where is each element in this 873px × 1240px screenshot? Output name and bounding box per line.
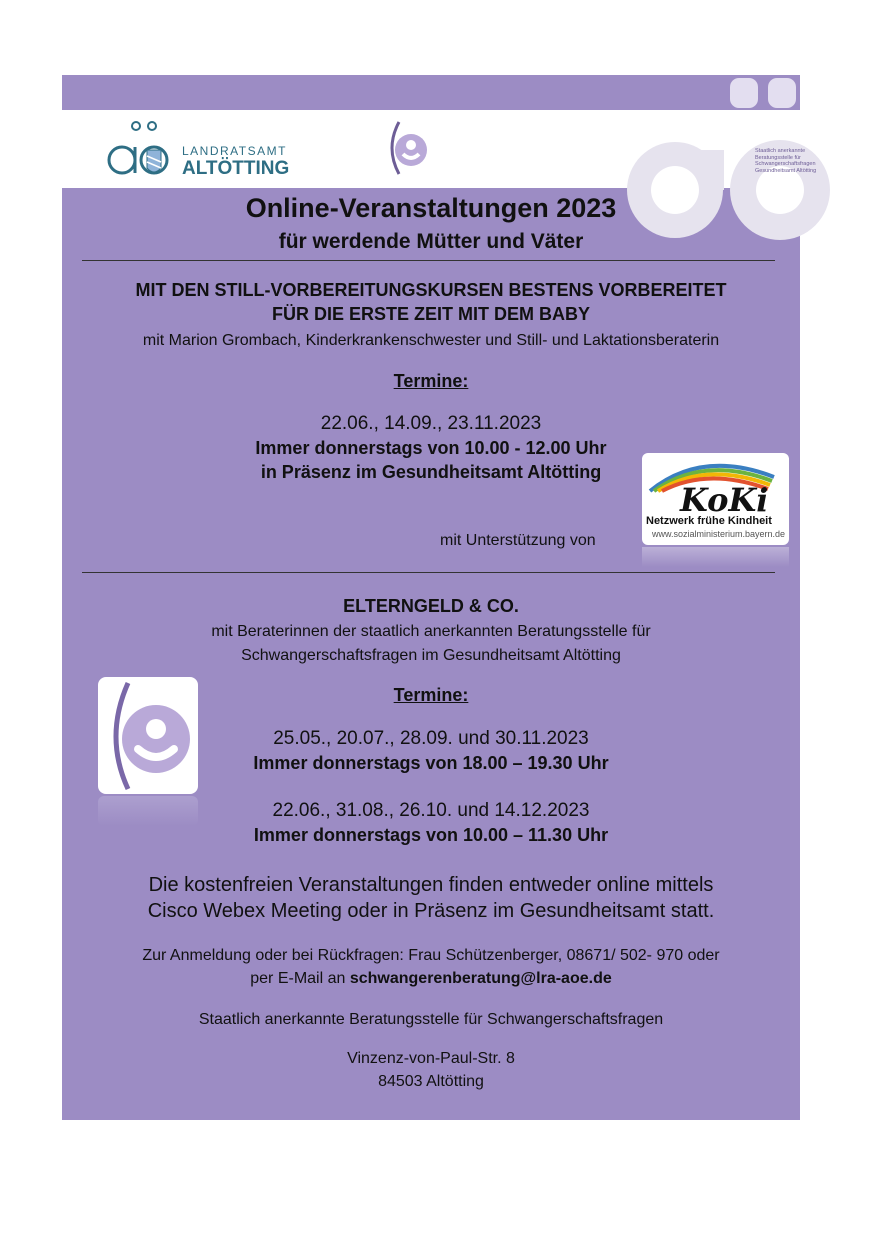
address-city: 84503 Altötting bbox=[378, 1073, 484, 1090]
logo-band bbox=[62, 110, 817, 188]
org-name: Staatlich anerkannte Beratungsstelle für Schwangerschaftsfragen bbox=[198, 1011, 664, 1028]
section2-time2: Immer donnerstags von 10.00 – 11.30 Uhr bbox=[253, 825, 609, 845]
koki-reflection bbox=[642, 547, 789, 567]
bsf-logo-text: Staatlich anerkannte Beratungsstelle für Schwangerschaftsfragen Gesundheitsamt Altötting bbox=[755, 148, 817, 174]
notice-line1: Die kostenfreien Veranstaltungen finden entweder online mittels bbox=[148, 874, 714, 896]
contact-line2 bbox=[62, 968, 800, 990]
koki-logo bbox=[642, 453, 789, 545]
landratsamt-logo bbox=[102, 120, 292, 182]
section2-termine-label: Termine: bbox=[393, 685, 469, 705]
section2-title: ELTERNGELD & CO. bbox=[343, 596, 519, 616]
section1-title-line1: MIT DEN STILL-VORBEREITUNGSKURSEN BESTENS VORBEREITET bbox=[135, 280, 727, 300]
contact-prefix: per E-Mail an bbox=[250, 970, 350, 987]
lra-line2: ALTÖTTING bbox=[182, 158, 290, 179]
koki-name: KoKi bbox=[680, 481, 769, 519]
section2-time1: Immer donnerstags von 18.00 – 19.30 Uhr bbox=[253, 753, 609, 773]
contact-line1: Zur Anmeldung oder bei Rückfragen: Frau Schützenberger, 08671/ 502- 970 oder bbox=[142, 947, 720, 964]
section1-dates: 22.06., 14.09., 23.11.2023 bbox=[320, 413, 542, 434]
koki-url: www.sozialministerium.bayern.de bbox=[652, 529, 786, 539]
flyer bbox=[62, 75, 817, 1120]
section2-sub-line1: mit Beraterinnen der staatlich anerkannten Beratungsstelle für bbox=[211, 623, 651, 640]
lra-line1: LANDRATSAMT bbox=[182, 144, 287, 158]
divider bbox=[82, 572, 775, 573]
beratungsstelle-logo bbox=[385, 118, 817, 178]
section1-termine-label: Termine: bbox=[393, 371, 469, 391]
section1-location: in Präsenz im Gesundheitsamt Altötting bbox=[260, 462, 602, 482]
ao-dots-icon bbox=[62, 75, 800, 110]
notice-line2: Cisco Webex Meeting oder in Präsenz im Gesundheitsamt statt. bbox=[147, 900, 715, 922]
contact-email[interactable]: schwangerenberatung@lra-aoe.de bbox=[349, 970, 612, 987]
page-subtitle: für werdende Mütter und Väter bbox=[278, 230, 584, 253]
section1-time: Immer donnerstags von 10.00 - 12.00 Uhr bbox=[255, 438, 607, 458]
section1-title-line2: FÜR DIE ERSTE ZEIT MIT DEM BABY bbox=[271, 304, 590, 324]
ao-logo-icon bbox=[102, 120, 182, 182]
divider bbox=[82, 260, 775, 261]
section2-sub-line2: Schwangerschaftsfragen im Gesundheitsamt Altötting bbox=[241, 647, 621, 664]
section2-dates2: 22.06., 31.08., 26.10. und 14.12.2023 bbox=[272, 800, 590, 821]
support-text: mit Unterstützung von bbox=[440, 532, 596, 549]
koki-line1: Netzwerk frühe Kindheit bbox=[646, 515, 772, 527]
section1-presenter: mit Marion Grombach, Kinderkrankenschwester und Still- und Laktationsberaterin bbox=[142, 332, 720, 349]
section2-dates1: 25.05., 20.07., 28.09. und 30.11.2023 bbox=[273, 728, 589, 749]
page-title: Online-Veranstaltungen 2023 bbox=[245, 193, 617, 223]
address-street: Vinzenz-von-Paul-Str. 8 bbox=[347, 1050, 515, 1067]
baby-logo-icon bbox=[385, 118, 431, 178]
top-bar bbox=[62, 75, 800, 110]
